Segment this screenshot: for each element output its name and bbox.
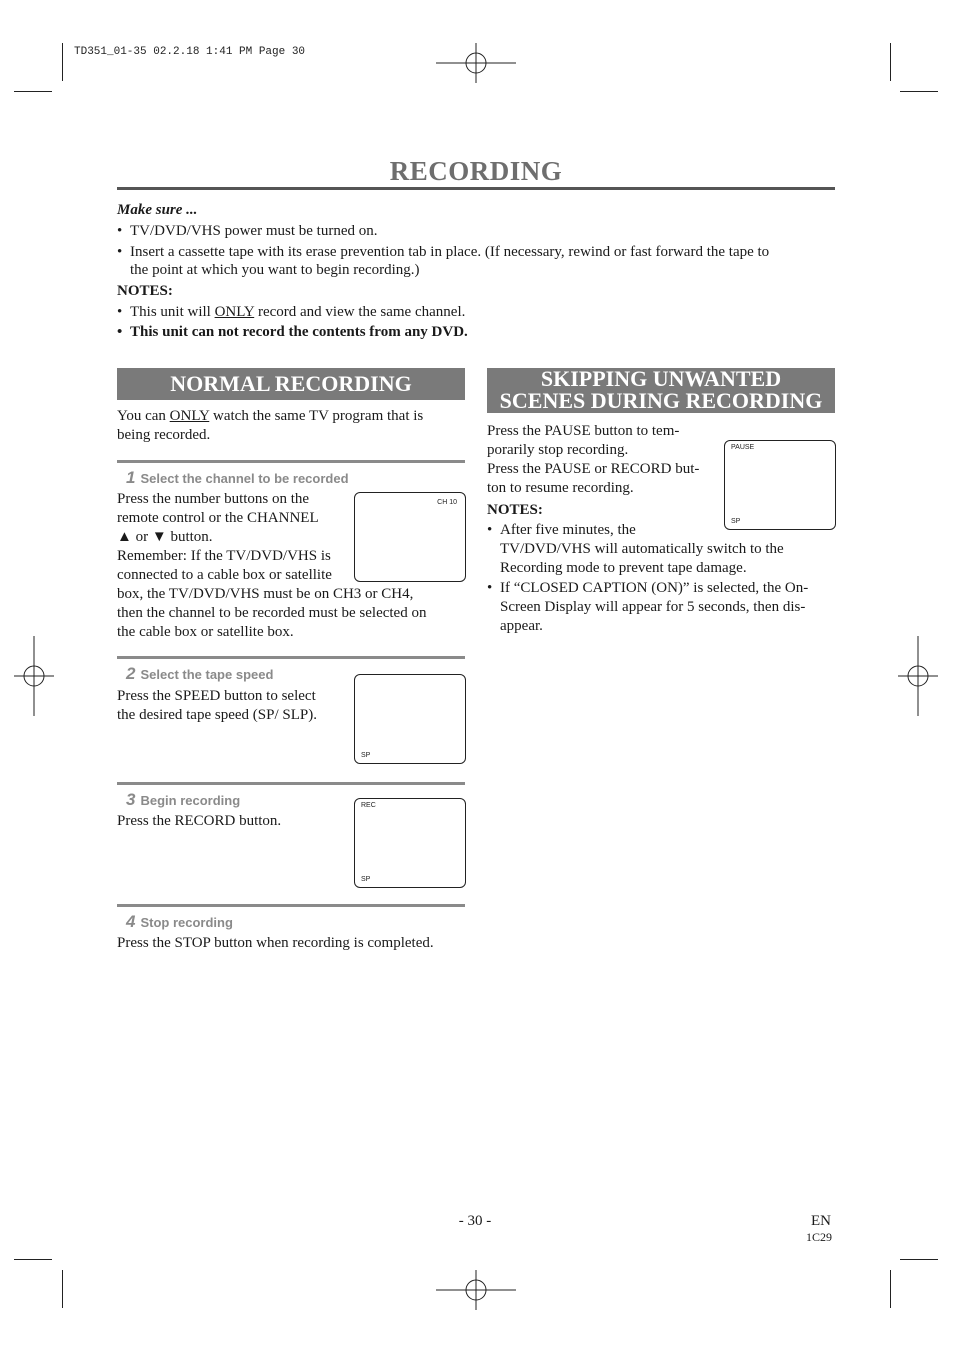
osd-channel: CH 10	[437, 499, 457, 506]
step-4-rule	[117, 904, 465, 907]
step-3-text: Press the RECORD button.	[117, 813, 282, 829]
registration-mark-bottom	[436, 1270, 516, 1310]
screen-pause	[724, 440, 836, 530]
step-2-rule	[117, 656, 465, 659]
step-1-heading: 1 Select the channel to be recorded	[126, 468, 349, 487]
step-1-rule	[117, 460, 465, 463]
screen-record	[354, 798, 466, 888]
normal-recording-heading: NORMAL RECORDING	[117, 368, 465, 400]
screen-channel	[354, 492, 466, 582]
file-header-line: TD351_01-35 02.2.18 1:41 PM Page 30	[74, 46, 306, 58]
step-4-text: Press the STOP button when recording is completed.	[117, 935, 434, 951]
make-sure-label: Make sure ...	[117, 202, 198, 218]
title-rule	[117, 187, 835, 190]
step-1-text: Press the number buttons on the remote control or the CHANNEL ▲ or ▼ button. Remember: If the TV/DVD/VHS is connected to a cable box or satellite box, the TV/DVD/VHS must be on CH3 or CH4, then the channel to be recorded must be selected on the cable box or satellite box.	[117, 491, 427, 640]
skipping-heading: SKIPPING UNWANTED SCENES DURING RECORDING	[487, 368, 835, 413]
osd-rec: REC	[361, 802, 376, 809]
language-code: EN	[811, 1213, 831, 1229]
normal-intro: You can ONLY watch the same TV program that is being recorded.	[117, 408, 424, 443]
step-2-text: Press the SPEED button to select the desired tape speed (SP/ SLP).	[117, 688, 317, 723]
registration-mark-left	[14, 636, 54, 716]
osd-speed: SP	[361, 876, 371, 883]
notes-label: NOTES:	[117, 283, 173, 299]
skipping-text: Press the PAUSE button to tem- porarily stop recording. Press the PAUSE or RECORD but- ton to resume recording.	[487, 423, 700, 496]
step-3-rule	[117, 782, 465, 785]
page-number: - 30 -	[458, 1213, 492, 1229]
intro-bullet-cassette-cont: the point at which you want to begin recording.)	[130, 262, 420, 278]
skipping-notes-label: NOTES:	[487, 502, 543, 518]
screen-tape-speed	[354, 674, 466, 764]
step-2-heading: 2 Select the tape speed	[126, 664, 274, 683]
page-title: RECORDING	[389, 156, 563, 186]
registration-mark-top	[436, 43, 516, 83]
osd-speed: SP	[731, 518, 741, 525]
osd-pause: PAUSE	[731, 444, 755, 451]
step-3-heading: 3 Begin recording	[126, 790, 241, 809]
registration-mark-right	[898, 636, 938, 716]
osd-speed: SP	[361, 752, 371, 759]
model-code: 1C29	[806, 1230, 833, 1244]
step-4-heading: 4 Stop recording	[126, 912, 233, 931]
